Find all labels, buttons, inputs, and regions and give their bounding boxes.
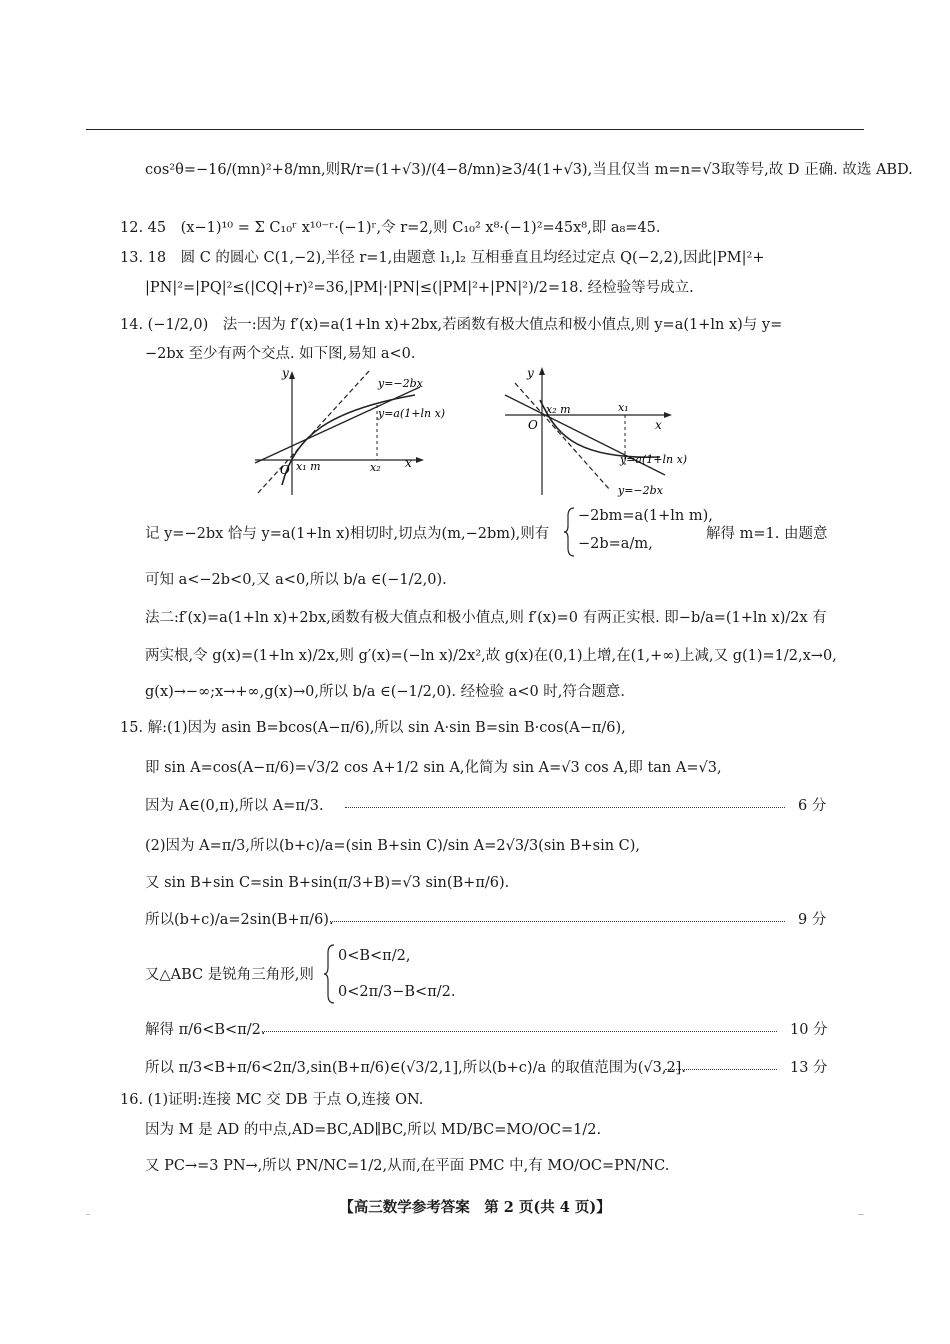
g1-x2-label: x₂: [370, 461, 381, 474]
m2-text-3: g(x)→−∞;x→+∞,g(x)→0,所以 b/a ∈(−1/2,0). 经检验 a<0 时,符合题意.: [145, 684, 626, 700]
system-2-eq-2: [338, 982, 455, 1002]
header-rule: [86, 129, 864, 130]
q15-line-5: [145, 873, 509, 893]
q15-line-6: [145, 910, 334, 930]
g2-curve-label: y=a(1+ln x): [620, 453, 688, 466]
g1-y-label: y: [282, 366, 289, 380]
q15-text-5: 又 sin B+sin C=sin B+sin(π/3+B)=√3 sin(B+π/6).: [145, 875, 510, 891]
dot-leader-10: [262, 1031, 777, 1032]
m2-text-2: 两实根,令 g(x)=(1+ln x)/2x,则 g′(x)=(−ln x)/2x²,故 g(x)在(0,1)上增,在(1,+∞)上减,又 g(1)=1/2,x→0,: [145, 648, 837, 664]
q15-text-7: 又△ABC 是锐角三角形,则: [145, 967, 314, 983]
g2-x2m-label: x₂ m: [546, 403, 571, 416]
g1-origin-label: O: [280, 463, 290, 477]
q14-line-1: [120, 315, 782, 335]
g1-line: [255, 387, 420, 463]
q15-line-9: [145, 1058, 686, 1078]
q15-line-4: [145, 836, 640, 856]
method2-line-1: [145, 608, 827, 628]
q15-text-1: 15. 解:(1)因为 asin B=bcos(A−π/6),所以 sin A·sin B=sin B·cos(A−π/6),: [120, 720, 626, 736]
footer-mark-right: [858, 1214, 864, 1215]
dot-leader-9: [330, 921, 785, 922]
sys1a-text: −2bm=a(1+ln m),: [578, 508, 713, 524]
q15-text-3: 因为 A∈(0,π),所以 A=π/3.: [145, 798, 324, 814]
q15-text-2: 即 sin A=cos(A−π/6)=√3/2 cos A+1/2 sin A,化简为 sin A=√3 cos A,即 tan A=√3,: [145, 760, 722, 776]
system-1-eq-1: [578, 506, 713, 526]
system-1-eq-2: [578, 534, 653, 554]
q16-line-2: [145, 1120, 601, 1140]
q16-line-1: [120, 1090, 423, 1110]
g2-x1-label: x₁: [618, 401, 629, 414]
g2-y-arrow: [539, 367, 545, 375]
q15-line-7: [145, 965, 314, 985]
q15-line-2: [145, 758, 722, 778]
score-10-text: 10 分: [790, 1022, 828, 1038]
dot-leader-6: [345, 807, 785, 808]
method2-line-2: [145, 646, 837, 666]
line-cos-theta: [145, 160, 913, 180]
q14-text-2: −2bx 至少有两个交点. 如下图,易知 a<0.: [145, 346, 416, 362]
g1-curve-label: y=a(1+ln x): [378, 407, 446, 420]
graph-left: [250, 365, 446, 500]
score-13-text: 13 分: [790, 1060, 828, 1076]
text-l1: cos²θ=−16/(mn)²+8/mn,则R/r=(1+√3)/(4−8/mn)≥3/4(1+√3),当且仅当 m=n=√3取等号,故 D 正确. 故选 ABD.: [145, 162, 913, 178]
q13-text-2: |PN|²=|PQ|²≤(|CQ|+r)²=36,|PM|·|PN|≤(|PM|²+|PN|²)/2=18. 经检验等号成立.: [145, 280, 694, 296]
q15-line-1: [120, 718, 626, 738]
q15-text-4: (2)因为 A=π/3,所以(b+c)/a=(sin B+sin C)/sin A=2√3/3(sin B+sin C),: [145, 838, 641, 854]
page-footer: 【高三数学参考答案 第 2 页(共 4 页)】: [339, 1199, 611, 1216]
m2-text-1: 法二:f′(x)=a(1+ln x)+2bx,函数有极大值点和极小值点,则 f′(x)=0 有两正实根. 即−b/a=(1+ln x)/2x 有: [145, 610, 827, 626]
q16-text-1: 16. (1)证明:连接 MC 交 DB 于点 O,连接 ON.: [120, 1092, 424, 1108]
footer-mark-left: [86, 1214, 90, 1215]
q13-text-1: 13. 18 圆 C 的圆心 C(1,−2),半径 r=1,由题意 l₁,l₂ 互相垂直且均经过定点 Q(−2,2),因此|PM|²+: [120, 250, 765, 266]
q14-text-1: 14. (−1/2,0) 法一:因为 f′(x)=a(1+ln x)+2bx,若函数有极大值点和极小值点,则 y=a(1+ln x)与 y=: [120, 317, 783, 333]
g1-x-label: x: [405, 456, 412, 470]
q15-line-8: [145, 1020, 265, 1040]
q15-line-3: [145, 796, 324, 816]
sys2a-text: 0<B<π/2,: [338, 948, 411, 964]
q12-text: 12. 45 (x−1)¹⁰ = Σ C₁₀ʳ x¹⁰⁻ʳ·(−1)ʳ,令 r=2,则 C₁₀² x⁸·(−1)²=45x⁸,即 a₈=45.: [120, 220, 661, 236]
method2-line-3: [145, 682, 625, 702]
g2-line-label: y=−2bx: [618, 484, 663, 497]
tangent-text-3: 可知 a<−2b<0,又 a<0,所以 b/a ∈(−1/2,0).: [145, 572, 447, 588]
dot-leader-13: [665, 1069, 777, 1070]
score-6: [798, 796, 826, 816]
tangent-text-1: 记 y=−2bx 恰与 y=a(1+ln x)相切时,切点为(m,−2bm),则有: [145, 526, 550, 542]
q13-line-1: [120, 248, 764, 268]
g1-tangent-line: [258, 370, 370, 493]
tangent-line-end: [706, 524, 827, 544]
q12-line: [120, 218, 661, 238]
score-10: [790, 1020, 828, 1040]
g2-x-label: x: [655, 418, 662, 432]
q16-text-2: 因为 M 是 AD 的中点,AD=BC,AD∥BC,所以 MD/BC=MO/OC=1/2.: [145, 1122, 602, 1138]
system-brace-1: [562, 506, 576, 558]
g2-tangent-line: [515, 383, 610, 490]
g1-y-arrow: [289, 371, 295, 379]
g1-x1m-label: x₁ m: [296, 460, 321, 473]
score-9: [798, 910, 826, 930]
graph-right: [500, 365, 688, 500]
g1-line-label: y=−2bx: [378, 377, 423, 390]
g2-x-arrow: [664, 412, 672, 418]
system-2-eq-1: [338, 946, 410, 966]
sys2b-text: 0<2π/3−B<π/2.: [338, 984, 456, 1000]
q13-line-2: [145, 278, 694, 298]
sys1b-text: −2b=a/m,: [578, 536, 653, 552]
tangent-line-text: [145, 524, 549, 544]
q15-text-8: 解得 π/6<B<π/2.: [145, 1022, 266, 1038]
q16-text-3: 又 PC→=3 PN→,所以 PN/NC=1/2,从而,在平面 PMC 中,有 MO/OC=PN/NC.: [145, 1158, 670, 1174]
g1-x-arrow: [416, 457, 424, 463]
score-6-text: 6 分: [798, 798, 827, 814]
q15-text-9: 所以 π/3<B+π/6<2π/3,sin(B+π/6)∈(√3/2,1],所以(b+c)/a 的取值范围为(√3,2].: [145, 1060, 686, 1076]
system-brace-2: [322, 943, 336, 1005]
g2-origin-label: O: [528, 418, 538, 432]
score-13: [790, 1058, 828, 1078]
score-9-text: 9 分: [798, 912, 827, 928]
tangent-conclusion: [145, 570, 447, 590]
q16-line-3: [145, 1156, 669, 1176]
g2-y-label: y: [527, 366, 534, 380]
q14-line-2: [145, 344, 416, 364]
tangent-text-2: 解得 m=1. 由题意: [706, 526, 828, 542]
q15-text-6: 所以(b+c)/a=2sin(B+π/6).: [145, 912, 334, 928]
